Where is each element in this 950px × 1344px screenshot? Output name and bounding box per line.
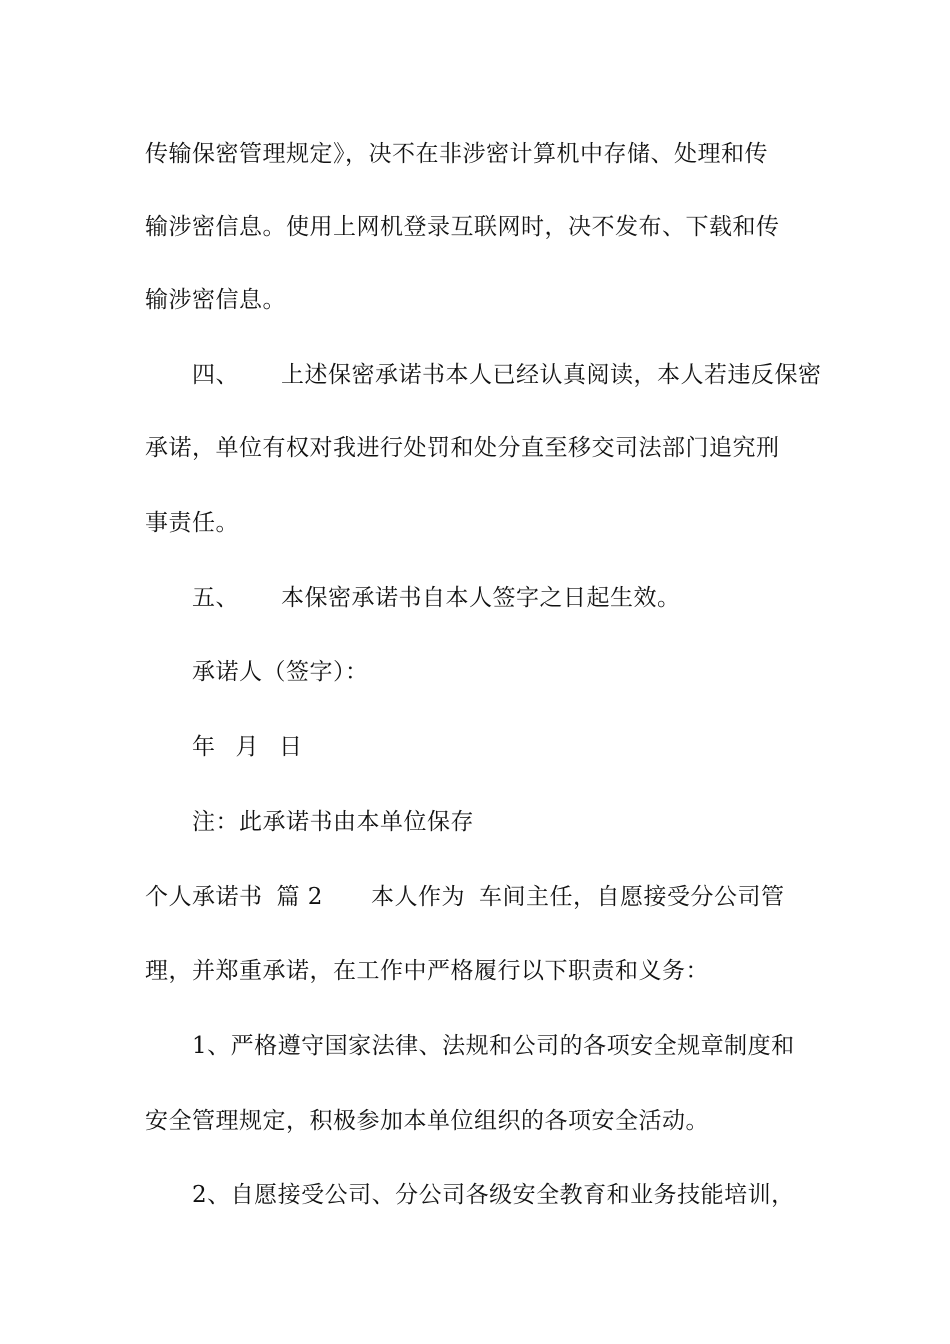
signature-line: 承诺人（签字）： bbox=[192, 659, 369, 685]
date-day: 日 bbox=[279, 734, 303, 760]
section-2-intro-b: 车间主任，自愿接受分公司管 bbox=[478, 884, 785, 910]
section-2-title: 个人承诺书 bbox=[145, 884, 263, 910]
item-5-text: 本保密承诺书自本人签字之日起生效。 bbox=[281, 585, 681, 611]
section-2-heading-line bbox=[145, 882, 784, 912]
item-4-text: 上述保密承诺书本人已经认真阅读，本人若违反保密 bbox=[281, 362, 822, 388]
paragraph-line: 承诺，单位有权对我进行处罚和处分直至移交司法部门追究刑 bbox=[145, 435, 780, 461]
paragraph-line: 安全管理规定，积极参加本单位组织的各项安全活动。 bbox=[145, 1108, 709, 1134]
section-2-number: 篇 2 bbox=[276, 884, 323, 910]
item-5-marker: 五、 bbox=[192, 585, 239, 611]
list-item-1-line: 1、严格遵守国家法律、法规和公司的各项安全规章制度和 bbox=[192, 1033, 795, 1059]
paragraph-line: 事责任。 bbox=[145, 510, 239, 536]
date-year: 年 bbox=[192, 734, 216, 760]
date-month: 月 bbox=[235, 734, 259, 760]
list-item-2-line: 2、自愿接受公司、分公司各级安全教育和业务技能培训， bbox=[192, 1182, 795, 1208]
item-5-line bbox=[192, 583, 681, 613]
date-line bbox=[192, 732, 303, 762]
paragraph-line: 传输保密管理规定》，决不在非涉密计算机中存储、处理和传 bbox=[145, 141, 768, 167]
paragraph-line: 输涉密信息。 bbox=[145, 287, 286, 313]
section-2-intro-a: 本人作为 bbox=[370, 884, 465, 910]
item-4-line bbox=[192, 360, 822, 390]
paragraph-line: 输涉密信息。使用上网机登录互联网时，决不发布、下载和传 bbox=[145, 214, 780, 240]
paragraph-line: 理，并郑重承诺，在工作中严格履行以下职责和义务： bbox=[145, 958, 709, 984]
item-4-marker: 四、 bbox=[192, 362, 239, 388]
note-line: 注：此承诺书由本单位保存 bbox=[192, 809, 474, 835]
